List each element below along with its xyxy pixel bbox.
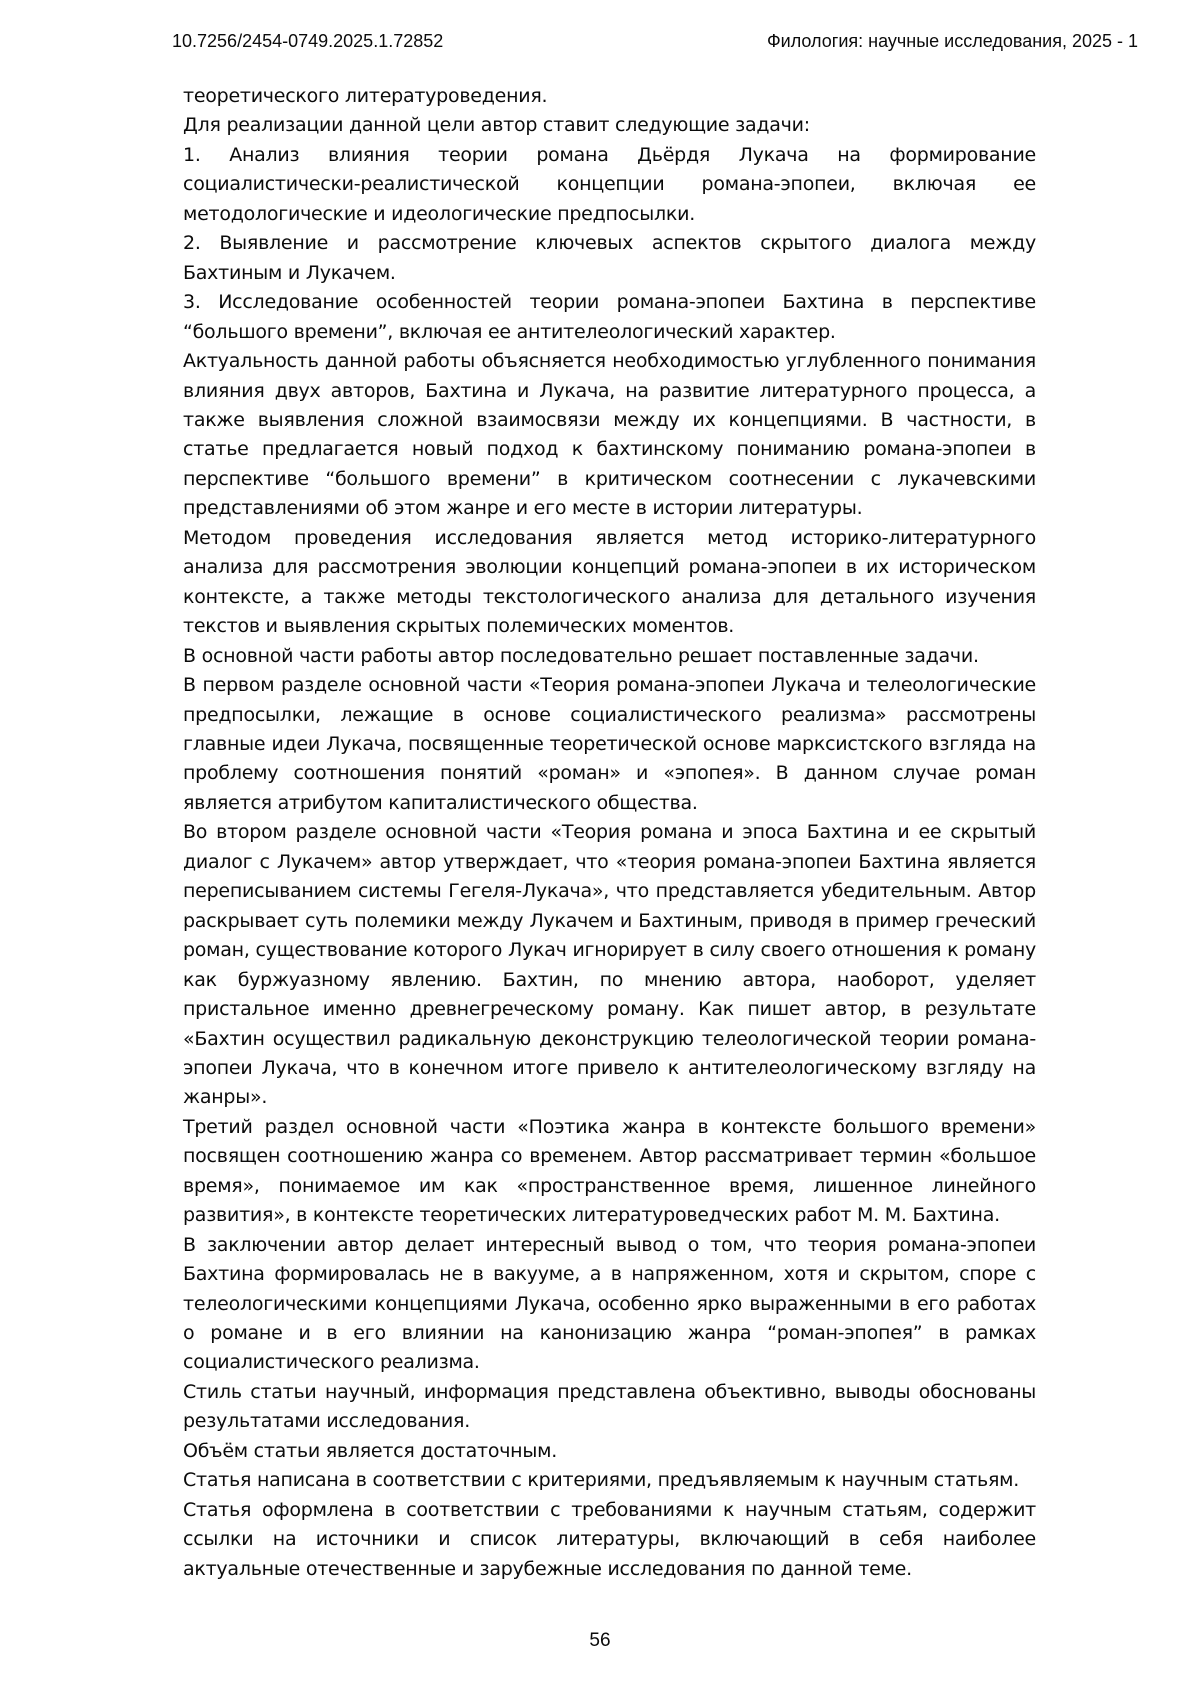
paragraph: Третий раздел основной части «Поэтика жанра в контексте большого времени» посвящен соотношению жанра со временем. Автор рассматривает термин «большое время», понимаемое им как «пространственное время, лишенное линейного развития», в контексте теоретических литературоведческих работ М. М. Бахтина. <box>183 1115 1036 1227</box>
page-header <box>172 31 1138 52</box>
article-text <box>183 82 1036 1584</box>
paragraph: Для реализации данной цели автор ставит следующие задачи: <box>183 114 810 137</box>
paragraph: Объём статьи является достаточным. <box>183 1439 557 1462</box>
paragraph: Стиль статьи научный, информация представлена объективно, выводы обоснованы результатами исследования. <box>183 1380 1036 1433</box>
paragraph: В первом разделе основной части «Теория романа-эпопеи Лукача и телеологические предпосылки, лежащие в основе социалистического реализма» рассмотрены главные идеи Лукача, посвященные теоретической основе марксистского взгляда на проблему соотношения понятий «роман» и «эпопея». В данном случае роман является атрибутом капиталистического общества. <box>183 674 1036 814</box>
paragraph: Статья написана в соответствии с критериями, предъявляемым к научным статьям. <box>183 1469 1020 1492</box>
paragraph: Актуальность данной работы объясняется необходимостью углубленного понимания влияния двух авторов, Бахтина и Лукача, на развитие литературного процесса, а также выявления сложной взаимосвязи между их концепциями. В частности, в статье предлагается новый подход к бахтинскому пониманию романа-эпопеи в перспективе “большого времени” в критическом соотнесении с лукачевскими представлениями об этом жанре и его месте в истории литературы. <box>183 350 1036 520</box>
journal-title: Филология: научные исследования, 2025 - 1 <box>766 31 1138 51</box>
doi-text: 10.7256/2454-0749.2025.1.72852 <box>172 31 444 51</box>
paragraph: В основной части работы автор последовательно решает поставленные задачи. <box>183 644 979 667</box>
paragraph: 1. Анализ влияния теории романа Дьёрдя Лукача на формирование социалистически-реалистической концепции романа-эпопеи, включая ее методологические и идеологические предпосылки. <box>183 143 1036 225</box>
paragraph: теоретического литературоведения. <box>183 85 548 107</box>
paragraph: 3. Исследование особенностей теории романа-эпопеи Бахтина в перспективе “большого времени”, включая ее антителеологический характер. <box>183 291 1036 343</box>
paragraph: Во втором разделе основной части «Теория романа и эпоса Бахтина и ее скрытый диалог с Лукачем» автор утверждает, что «теория романа-эпопеи Бахтина является переписыванием системы Гегеля-Лукача», что представляется убедительным. Автор раскрывает суть полемики между Лукачем и Бахтиным, приводя в пример греческий роман, существование которого Лукач игнорирует в силу своего отношения к роману как буржуазному явлению. Бахтин, по мнению автора, наоборот, уделяет пристальное именно древнегреческому роману. Как пишет автор, в результате «Бахтин осуществил радикальную деконструкцию телеологической теории романа-эпопеи Лукача, что в конечном итоге привело к антителеологическому взгляду на жанры». <box>183 821 1036 1109</box>
paragraph: В заключении автор делает интересный вывод о том, что теория романа-эпопеи Бахтина формировалась не в вакууме, а в напряженном, хотя и скрытом, споре с телеологическими концепциями Лукача, особенно ярко выраженными в его работах о романе и в его влиянии на канонизацию жанра “роман-эпопея” в рамках социалистического реализма. <box>183 1233 1036 1374</box>
page-number: 56 <box>589 1630 611 1651</box>
page-footer <box>0 1630 1200 1652</box>
paragraph: Методом проведения исследования является метод историко-литературного анализа для рассмотрения эволюции концепций романа-эпопеи в их историческом контексте, а также методы текстологического анализа для детального изучения текстов и выявления скрытых полемических моментов. <box>183 526 1036 638</box>
paragraph: Статья оформлена в соответствии с требованиями к научным статьям, содержит ссылки на источники и список литературы, включающий в себя наиболее актуальные отечественные и зарубежные исследования по данной теме. <box>183 1498 1036 1580</box>
paragraph: 2. Выявление и рассмотрение ключевых аспектов скрытого диалога между Бахтиным и Лукачем. <box>183 232 1036 284</box>
